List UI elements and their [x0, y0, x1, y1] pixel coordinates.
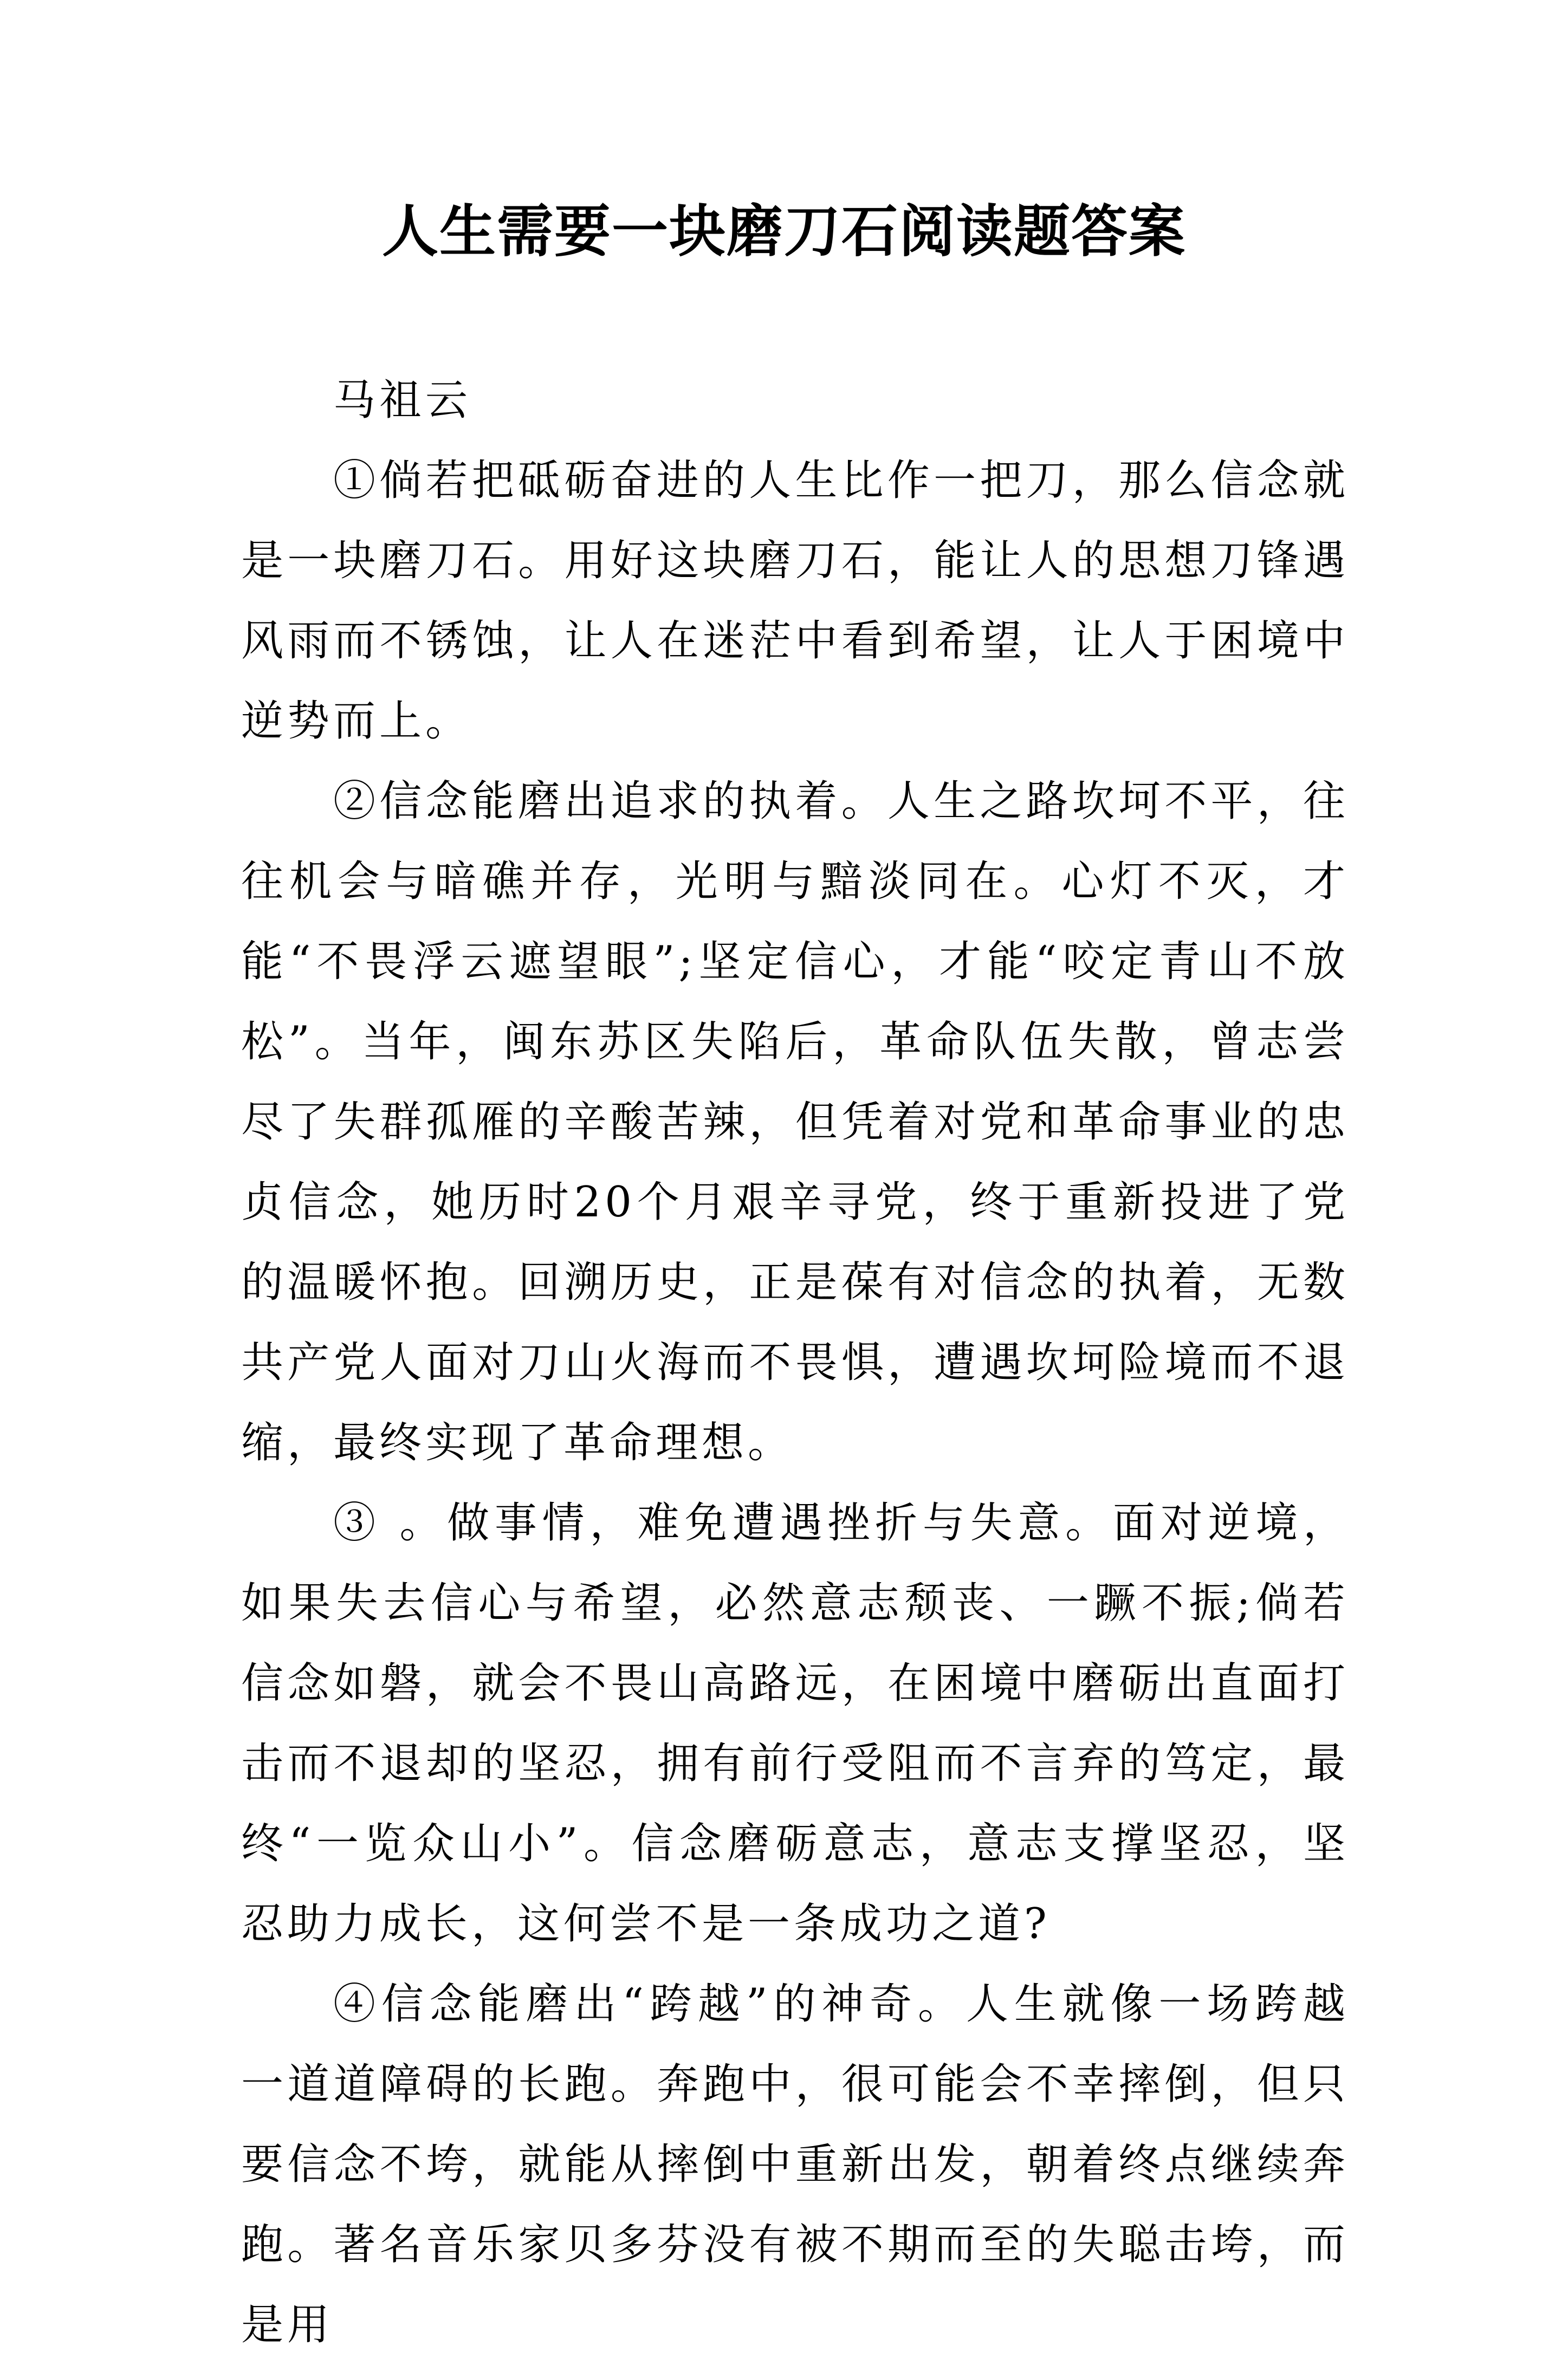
paragraph-1: ①倘若把砥砺奋进的人生比作一把刀，那么信念就是一块磨刀石。用好这块磨刀石，能让人的思想刀锋遇风雨而不锈蚀，让人在迷茫中看到希望，让人于困境中逆势而上。	[241, 456, 1349, 746]
document-body	[241, 360, 1349, 2365]
paragraph-2: ②信念能磨出追求的执着。人生之路坎坷不平，往往机会与暗礁并存，光明与黯淡同在。心灯不灭，才能“不畏浮云遮望眼”;坚定信心，才能“咬定青山不放松”。当年，闽东苏区失陷后，革命队伍失散，曾志尝尽了失群孤雁的辛酸苦辣，但凭着对党和革命事业的忠贞信念，她历时20个月艰辛寻党，终于重新投进了党的温暖怀抱。回溯历史，正是葆有对信念的执着，无数共产党人面对刀山火海而不畏惧，遭遇坎坷险境而不退缩，最终实现了革命理想。	[241, 777, 1349, 1467]
paragraph-4: ④信念能磨出“跨越”的神奇。人生就像一场跨越一道道障碍的长跑。奔跑中，很可能会不幸摔倒，但只要信念不垮，就能从摔倒中重新出发，朝着终点继续奔跑。著名音乐家贝多芬没有被不期而至的失聪击垮，而是用	[241, 1980, 1349, 2349]
paragraph-3: ③ 。做事情，难免遭遇挫折与失意。面对逆境，如果失去信心与希望，必然意志颓丧、一蹶不振;倘若信念如磐，就会不畏山高路远，在困境中磨砺出直面打击而不退却的坚忍，拥有前行受阻而不言弃的笃定，最终“一览众山小”。信念磨砺意志，意志支撑坚忍，坚忍助力成长，这何尝不是一条成功之道?	[241, 1499, 1349, 1948]
author-line: 马祖云	[333, 376, 472, 425]
document-title: 人生需要一块磨刀石阅读题答案	[381, 198, 1186, 264]
